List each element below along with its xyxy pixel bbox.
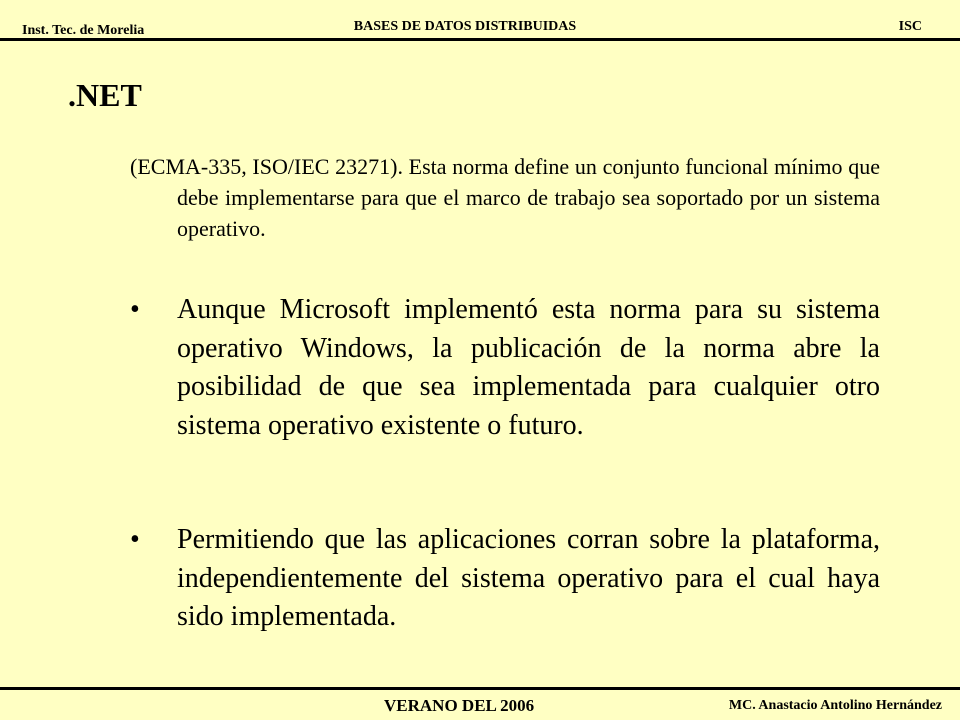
bullet-text: Permitiendo que las aplicaciones corran sobre la plataforma, independientemente del sistema operativo para el cual haya sido implementada. [177, 524, 880, 632]
bullet-item [130, 521, 880, 637]
footer-divider [0, 687, 960, 690]
header-program: ISC [898, 19, 922, 34]
footer-term: VERANO DEL 2006 [384, 696, 535, 715]
intro-paragraph: (ECMA-335, ISO/IEC 23271). Esta norma define un conjunto funcional mínimo que debe implementarse para que el marco de trabajo sea soportado por un sistema operativo. [130, 154, 880, 241]
bullet-item [130, 291, 880, 445]
header-course-title: BASES DE DATOS DISTRIBUIDAS [353, 19, 577, 34]
bullet-icon: • [130, 294, 140, 325]
header-institution: Inst. Tec. de Morelia [22, 23, 145, 38]
header-divider [0, 38, 960, 41]
slide-title: .NET [68, 77, 142, 113]
bullet-icon: • [130, 524, 140, 555]
footer-instructor: MC. Anastacio Antolino Hernández [728, 698, 942, 713]
bullet-text: Aunque Microsoft implementó esta norma para su sistema operativo Windows, la publicación de la norma abre la posibilidad de que sea implementada para cualquier otro sistema operativo existente o futuro. [177, 294, 880, 441]
